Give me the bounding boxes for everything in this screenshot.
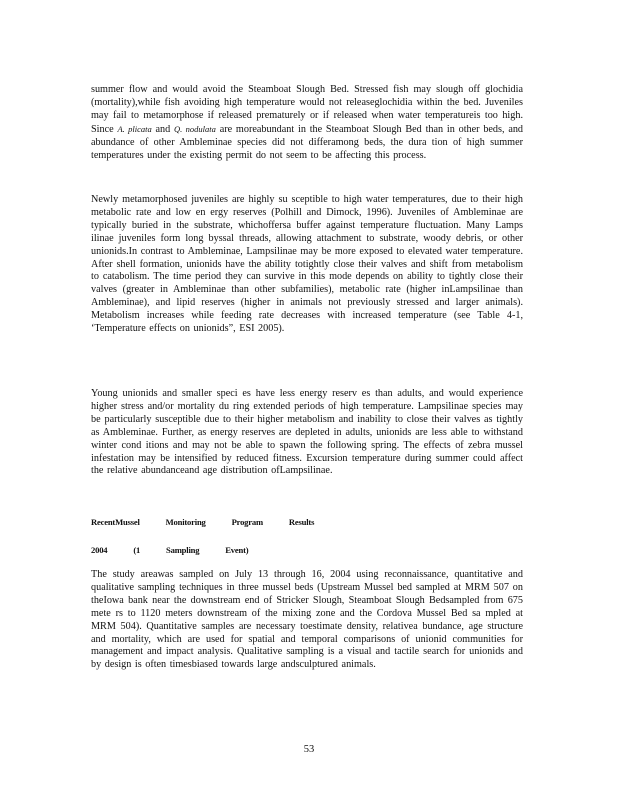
paragraph-young-unionids: Young unionids and smaller speci es have less energy reserv es than adults, and would experience higher stress and/or mortality du ring extended periods of high temperature. Lampsilinae species may be particularly susceptible due to their higher metabolism and inability to close their valves as tightly as Ambleminae. Further, as energy reserves are depleted in adults, unionids are less able to withstand winter cond itions and may not be able to spawn the following spring. The effects of zebra mussel infestation may be intensified by reduced fitness. Excursion temperature during summer could affect the relative abundanceand age distribution ofLampsilinae.	[91, 388, 523, 477]
paragraph-glochidia	[91, 84, 523, 162]
species-name-nodulata: Q. nodulata	[174, 123, 216, 134]
species-name-plicata: A. plicata	[117, 123, 152, 134]
section-heading: RecentMussel Monitoring Program Results	[91, 517, 315, 527]
paragraph-text-a: summer flow and would avoid the Steamboat Slough Bed. Stressed fish may slough off glochidia (mortality),while fish avoiding high temperature would not releaseglochidia within the bed. Juveniles may fail to metamorphose if released prematurely or if released when water temperatureis too high. Since	[91, 84, 523, 135]
page-number: 53	[303, 744, 315, 755]
subsection-heading: 2004 (1 Sampling Event)	[91, 545, 249, 555]
paragraph-juveniles: Newly metamorphosed juveniles are highly su sceptible to high water temperatures, due to their high metabolic rate and low en ergy reserves (Polhill and Dimock, 1996). Juveniles of Ambleminae are typically buried in the substrate, whichoffersa buffer against temperature fluctuation. Many Lamps ilinae juveniles form long byssal threads, allowing attachment to substrate, woody debris, or other unionids.In contrast to Ambleminae, Lampsilinae may be more exposed to elevated water temperature. After shell formation, unionids have the ability totightly close their valves and shift from metabolism to catabolism. The time period they can survive in this mode depends on ability to tightly close their valves (greater in Ambleminae than other subfamilies), metabolic rate (higher inLampsilinae than Ambleminae), and lipid reserves (higher in animals not previously stressed and larger animals). Metabolism increases while feeding rate decreases with increased temperature (see Table 4-1, ‘Temperature effects on unionids”, ESI 2005).	[91, 194, 523, 335]
paragraph-study-area: The study areawas sampled on July 13 through 16, 2004 using reconnaissance, quantitative and qualitative sampling techniques in three mussel beds (Upstream Mussel bed sampled at MRM 507 on theIowa bank near the downstream end of Stricker Slough, Steamboat Slough Bedsampled from 675 mete rs to 1120 meters downstream of the mixing zone and the Cordova Mussel Bed sa mpled at MRM 504). Quantitative samples are necessary toestimate density, relativea bundance, age structure and mortality, which are used for spatial and temporal comparisons of unionid communities for management and impact analysis. Qualitative sampling is a visual and tactile search for unionids and by design is often timesbiased towards large andsculptured animals.	[91, 569, 523, 671]
paragraph-text-b: and	[155, 123, 171, 135]
paragraph-text-c: are moreabundant in the Steamboat Slough Bed than in other beds, and abundance of other Ambleminae species did not differamong beds, the dura tion of high summer temperatures under the existing permit do not seem to be affecting this process.	[91, 123, 524, 161]
